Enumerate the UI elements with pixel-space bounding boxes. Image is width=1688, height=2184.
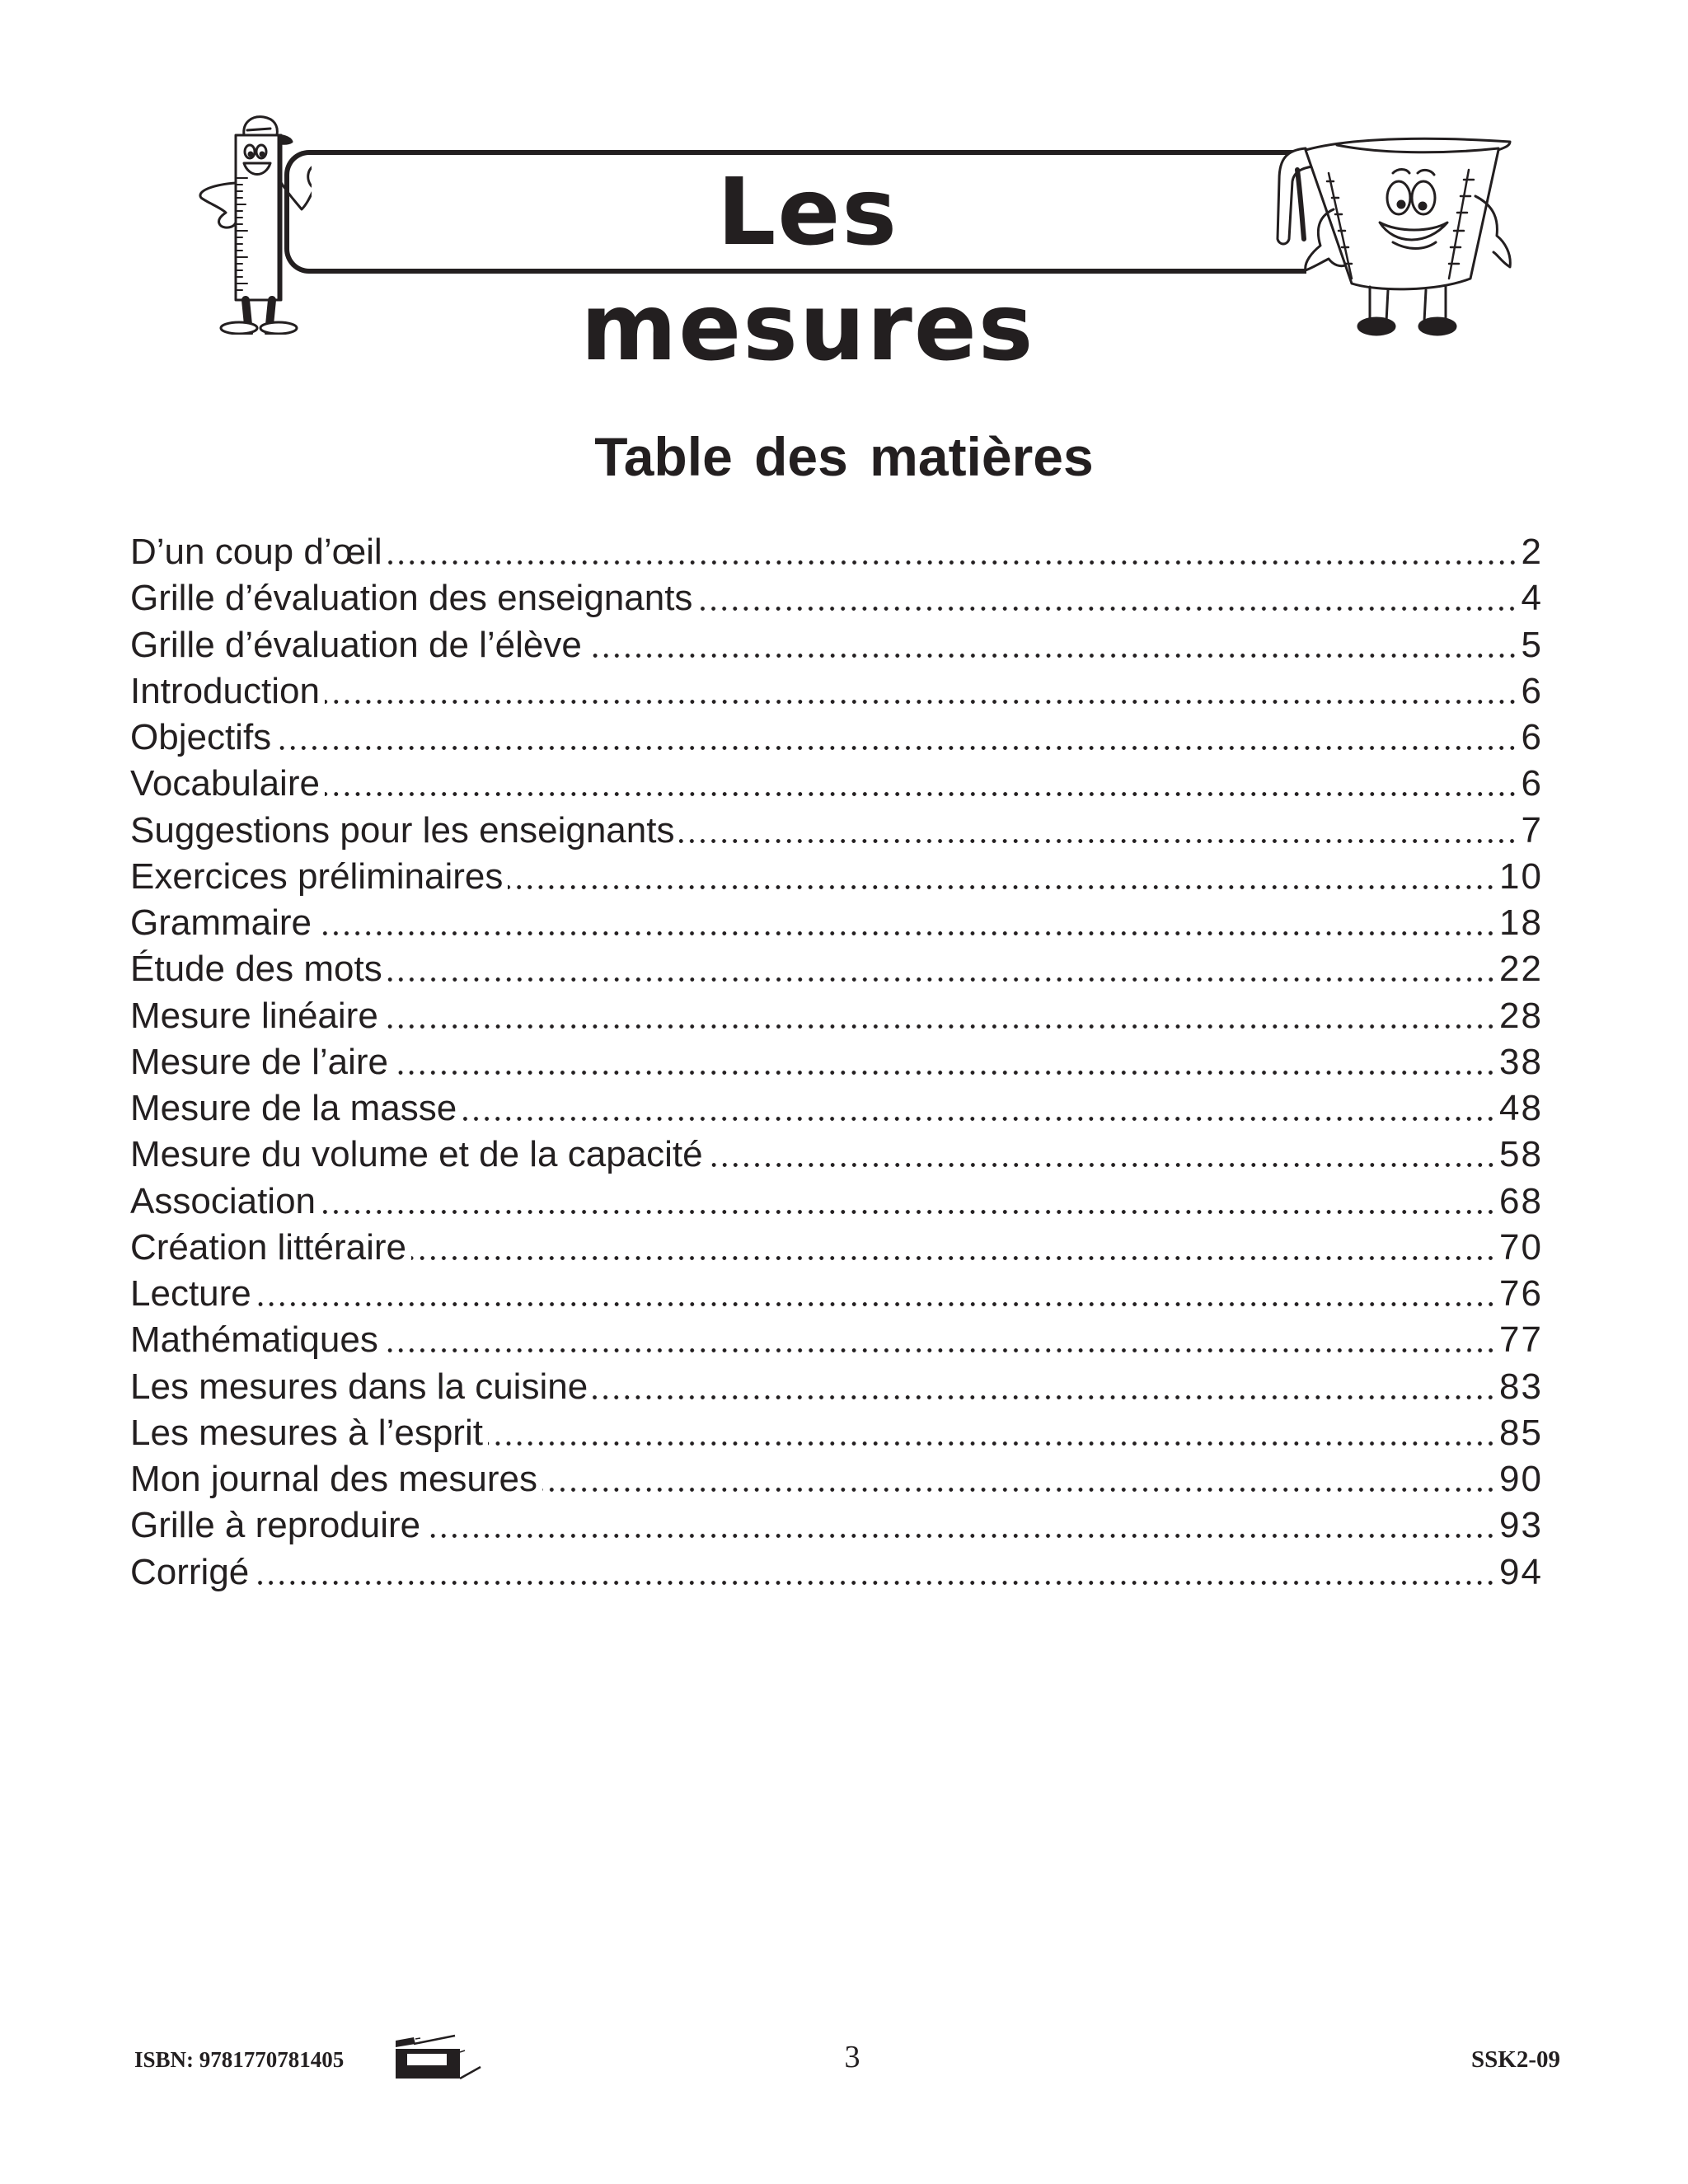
toc-entry[interactable] (130, 993, 1543, 1039)
dot-leader (542, 1456, 1498, 1502)
toc-entry-label: Objectifs (130, 717, 272, 757)
toc-entry-label: Mesure de l’aire (130, 1041, 389, 1082)
toc-entry-page: 22 (1499, 949, 1543, 990)
dot-leader (679, 808, 1519, 854)
toc-entry-page: 6 (1521, 717, 1543, 757)
dot-leader (587, 622, 1520, 668)
toc-entry-page: 18 (1499, 902, 1543, 943)
toc-entry-label: Introduction (130, 670, 320, 711)
toc-entry[interactable] (130, 715, 1543, 761)
dot-leader (254, 1549, 1498, 1596)
dot-leader (488, 1410, 1498, 1456)
toc-entry-label: Étude des mots (130, 949, 382, 990)
dot-leader (256, 1271, 1498, 1317)
toc-entry-page: 76 (1499, 1273, 1543, 1314)
dot-leader (276, 715, 1519, 761)
toc-entry-label: Grille d’évaluation de l’élève (130, 624, 582, 665)
toc-entry-page: 6 (1521, 670, 1543, 711)
toc-entry-page: 58 (1499, 1134, 1543, 1175)
toc-entry[interactable] (130, 1502, 1543, 1549)
toc-entry-page: 70 (1499, 1226, 1543, 1268)
toc-entry-label: Les mesures dans la cuisine (130, 1366, 588, 1407)
toc-entry-page: 93 (1499, 1505, 1543, 1546)
toc-entry[interactable] (130, 1317, 1543, 1363)
toc-entry[interactable] (130, 1085, 1543, 1132)
dot-leader (383, 1317, 1498, 1363)
toc-entry[interactable] (130, 1549, 1543, 1596)
toc-entry-page: 28 (1499, 995, 1543, 1036)
toc-entry-page: 10 (1499, 855, 1543, 897)
toc-entry-label: Association (130, 1180, 316, 1221)
toc-entry-page: 6 (1521, 763, 1543, 804)
toc-entry[interactable] (130, 1225, 1543, 1271)
dot-leader (697, 575, 1519, 621)
toc-entry-label: Mesure linéaire (130, 995, 378, 1036)
measuring-cup-mascot-icon (1254, 130, 1518, 338)
toc-entry[interactable] (130, 668, 1543, 715)
table-of-contents (130, 529, 1543, 1596)
toc-entry-label: Lecture (130, 1273, 251, 1314)
toc-entry-label: Grille à reproduire (130, 1505, 421, 1546)
toc-entry-page: 5 (1521, 624, 1543, 665)
dot-leader (593, 1364, 1498, 1410)
isbn: ISBN: 9781770781405 (134, 2047, 345, 2072)
toc-entry[interactable] (130, 575, 1543, 621)
toc-entry[interactable] (130, 900, 1543, 946)
photocopier-icon (394, 2034, 483, 2080)
toc-entry-label: Grammaire (130, 902, 312, 943)
dot-leader (387, 946, 1498, 992)
toc-entry[interactable] (130, 622, 1543, 668)
toc-entry-label: Exercices préliminaires (130, 855, 504, 897)
toc-entry[interactable] (130, 808, 1543, 854)
toc-entry-page: 7 (1521, 809, 1543, 851)
toc-entry[interactable] (130, 946, 1543, 992)
toc-entry-label: Mesure de la masse (130, 1088, 457, 1128)
dot-leader (462, 1085, 1498, 1132)
toc-entry-page: 38 (1499, 1041, 1543, 1082)
dot-leader (393, 1039, 1498, 1085)
toc-entry-label: Vocabulaire (130, 763, 320, 804)
toc-entry[interactable] (130, 529, 1543, 575)
toc-entry-page: 48 (1499, 1088, 1543, 1128)
toc-entry-label: Les mesures à l’esprit (130, 1412, 483, 1453)
dot-leader (425, 1502, 1498, 1549)
toc-entry-page: 77 (1499, 1319, 1543, 1361)
dot-leader (411, 1225, 1498, 1271)
toc-entry-label: Suggestions pour les enseignants (130, 809, 675, 851)
toc-entry-label: Corrigé (130, 1551, 250, 1592)
toc-entry-page: 2 (1521, 532, 1543, 572)
toc-entry-label: Mesure du volume et de la capacité (130, 1134, 703, 1175)
dot-leader (508, 854, 1498, 900)
dot-leader (325, 668, 1520, 715)
toc-entry[interactable] (130, 1410, 1543, 1456)
ruler-mascot-icon (188, 112, 312, 335)
toc-entry[interactable] (130, 1364, 1543, 1410)
toc-entry-page: 68 (1499, 1180, 1543, 1221)
toc-entry[interactable] (130, 761, 1543, 807)
toc-entry-label: Grille d’évaluation des enseignants (130, 578, 693, 619)
dot-leader (325, 761, 1520, 807)
toc-entry[interactable] (130, 1039, 1543, 1085)
toc-entry[interactable] (130, 1456, 1543, 1502)
toc-entry-label: Mathématiques (130, 1319, 378, 1361)
book-title: Les mesures (580, 159, 1035, 382)
toc-heading: Table des matières (594, 426, 1094, 487)
product-code: SSK2-09 (1471, 2046, 1560, 2073)
toc-entry[interactable] (130, 1271, 1543, 1317)
page-number: 3 (844, 2040, 860, 2074)
toc-entry-page: 85 (1499, 1412, 1543, 1453)
toc-entry-page: 94 (1499, 1551, 1543, 1592)
dot-leader (383, 993, 1498, 1039)
dot-leader (321, 1179, 1498, 1225)
toc-entry-page: 83 (1499, 1366, 1543, 1407)
dot-leader (316, 900, 1498, 946)
toc-entry-page: 4 (1521, 578, 1543, 619)
toc-entry[interactable] (130, 854, 1543, 900)
toc-entry[interactable] (130, 1179, 1543, 1225)
toc-entry-label: D’un coup d’œil (130, 532, 382, 572)
toc-entry[interactable] (130, 1132, 1543, 1178)
dot-leader (387, 529, 1520, 575)
toc-entry-label: Mon journal des mesures (130, 1459, 538, 1499)
toc-entry-page: 90 (1499, 1459, 1543, 1499)
toc-entry-label: Création littéraire (130, 1226, 407, 1268)
dot-leader (708, 1132, 1498, 1178)
